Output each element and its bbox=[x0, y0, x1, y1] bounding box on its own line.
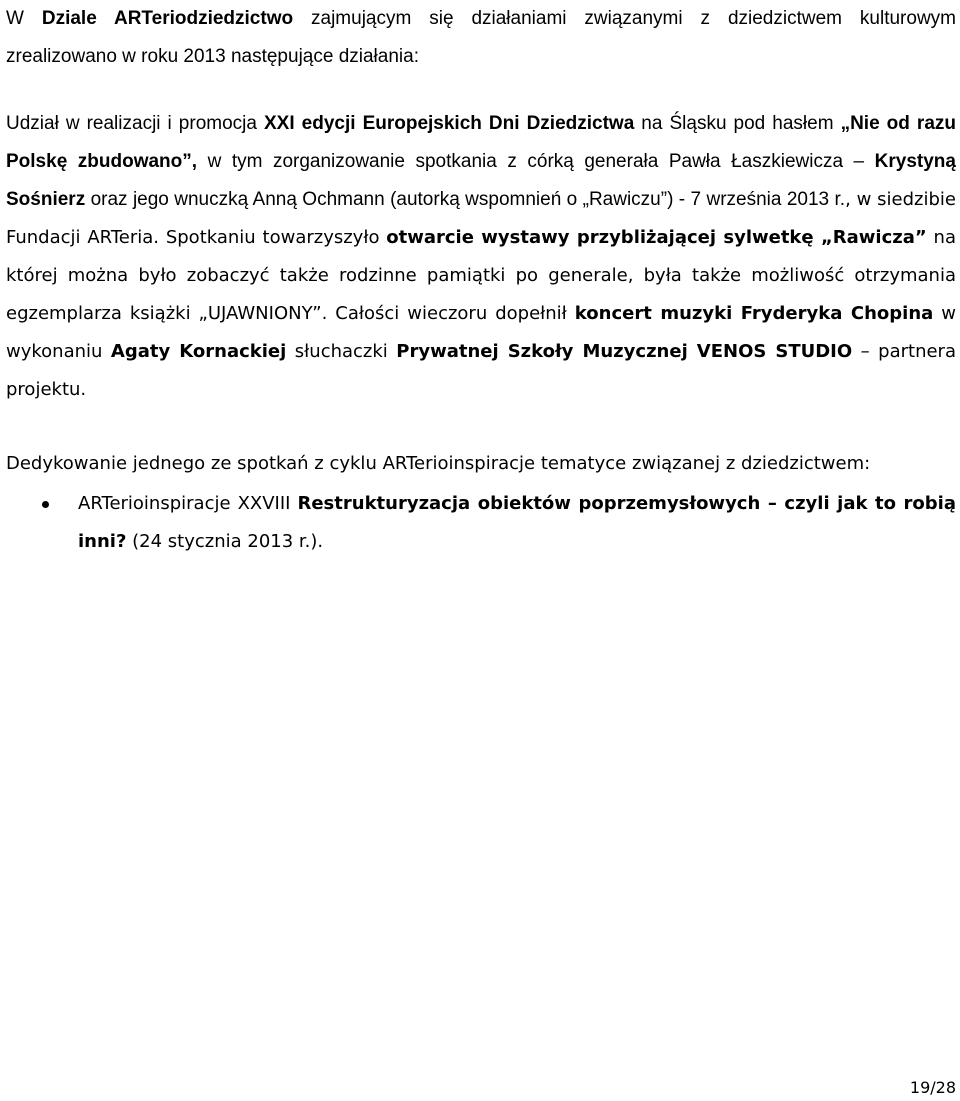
text-run: otwarcie wystawy przybliżającej sylwetkę „Rawicza” bbox=[386, 227, 927, 248]
text-run: W bbox=[6, 8, 42, 29]
text-run: XXI edycji Europejskich Dni Dziedzictwa bbox=[264, 113, 635, 134]
main-paragraph bbox=[6, 105, 956, 409]
text-run: na Śląsku pod hasłem bbox=[634, 113, 841, 134]
text-run: , w siedzibie Fundacji ARTeria. Spotkaniu towarzyszyło bbox=[6, 189, 957, 248]
text-run: w wykonaniu bbox=[6, 303, 956, 362]
text-run: Dziale ARTeriodziedzictwo bbox=[41, 8, 294, 29]
text-run: (24 stycznia 2013 r.). bbox=[126, 531, 324, 552]
text-run: koncert muzyki Fryderyka Chopina bbox=[574, 303, 934, 324]
text-run: oraz jego wnuczką Anną Ochmann (autorką wspomnień o „Rawiczu”) - 7 września 2013 r. bbox=[85, 189, 846, 210]
list-item bbox=[6, 485, 956, 561]
bullet-icon bbox=[42, 501, 49, 508]
text-run: na której można było zobaczyć także rodzinne pamiątki po generale, była także możliwość otrzymania egzemplarza książki „UJAWNIONY”. Całości wieczoru dopełnił bbox=[6, 227, 956, 324]
text-run: Restrukturyzacja obiektów poprzemysłowych – czyli jak to robią inni? bbox=[78, 493, 956, 552]
text-run: Agaty Kornackiej bbox=[110, 341, 287, 362]
text-run: słuchaczki bbox=[286, 341, 397, 362]
text-run: Krystyną Sośnierz bbox=[6, 151, 956, 210]
text-run: Udział w realizacji i promocja bbox=[6, 113, 264, 134]
text-run: ARTerioinspiracje XXVIII bbox=[78, 493, 298, 514]
page-number: 19/28 bbox=[909, 1078, 956, 1097]
text-run: „Nie od razu Polskę zbudowano”, bbox=[6, 113, 957, 172]
list-item-text bbox=[78, 485, 956, 561]
intro-paragraph bbox=[6, 0, 956, 76]
text-run: Prywatnej Szkoły Muzycznej VENOS STUDIO bbox=[396, 341, 853, 362]
text-run: w tym zorganizowanie spotkania z córką generała Pawła Łaszkiewicza – bbox=[197, 151, 875, 172]
dedication-paragraph: Dedykowanie jednego ze spotkań z cyklu ARTerioinspiracje tematyce związanej z dziedzictwem: bbox=[6, 453, 871, 474]
text-run: – partnera projektu. bbox=[6, 341, 956, 400]
text-run: zajmującym się działaniami związanymi z dziedzictwem kulturowym zrealizowano w roku 2013 następujące działania: bbox=[6, 8, 956, 67]
